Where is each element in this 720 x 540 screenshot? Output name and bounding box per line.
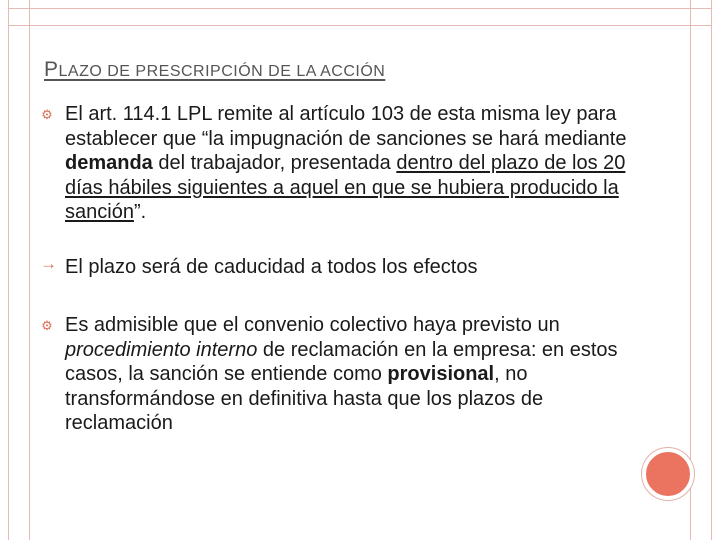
bullet-text xyxy=(65,256,477,278)
decorative-circle xyxy=(642,448,694,500)
frame-right-border xyxy=(690,0,712,540)
text-segment-bold: demanda xyxy=(65,152,153,174)
frame-top-border xyxy=(8,8,712,26)
bullet-1 xyxy=(40,102,630,225)
text-segment-bold: provisional xyxy=(387,363,495,385)
text-segment: El plazo será de caducidad a todos los efectos xyxy=(65,255,478,278)
title-rest: LAZO DE PRESCRIPCIÓN DE LA ACCIÓN xyxy=(58,63,386,80)
bullet-text xyxy=(65,314,618,434)
text-segment: de reclamación en la empresa: en estos casos, la sanción se entiende como xyxy=(65,338,618,385)
text-segment: del trabajador, presentada xyxy=(152,152,397,174)
bullet-text xyxy=(65,103,626,223)
slide-content xyxy=(40,102,630,436)
gear-icon: ⚙ xyxy=(41,107,53,122)
text-segment: El art. 114.1 LPL remite al artículo 103 de esta misma ley para establecer que “la impugnación de sanciones se hará mediante xyxy=(65,103,627,150)
bullet-3 xyxy=(40,313,630,436)
gear-icon: ⚙ xyxy=(41,318,53,333)
arrow-right-icon: → xyxy=(40,253,57,273)
text-segment-underline: dentro del plazo de los 20 días hábiles siguientes a aquel en que se hubiera producido la sanción xyxy=(65,152,626,223)
text-segment: Es admisible que el convenio colectivo haya previsto un xyxy=(65,314,560,336)
slide-title xyxy=(44,58,514,82)
text-segment-italic: procedimiento interno xyxy=(65,338,258,361)
text-segment: ”. xyxy=(133,201,147,223)
text-segment: , no transformándose en definitiva hasta que los plazos de reclamación xyxy=(65,363,544,434)
frame-left-border xyxy=(8,0,30,540)
title-first-letter: P xyxy=(44,58,59,81)
bullet-2 xyxy=(40,255,630,280)
